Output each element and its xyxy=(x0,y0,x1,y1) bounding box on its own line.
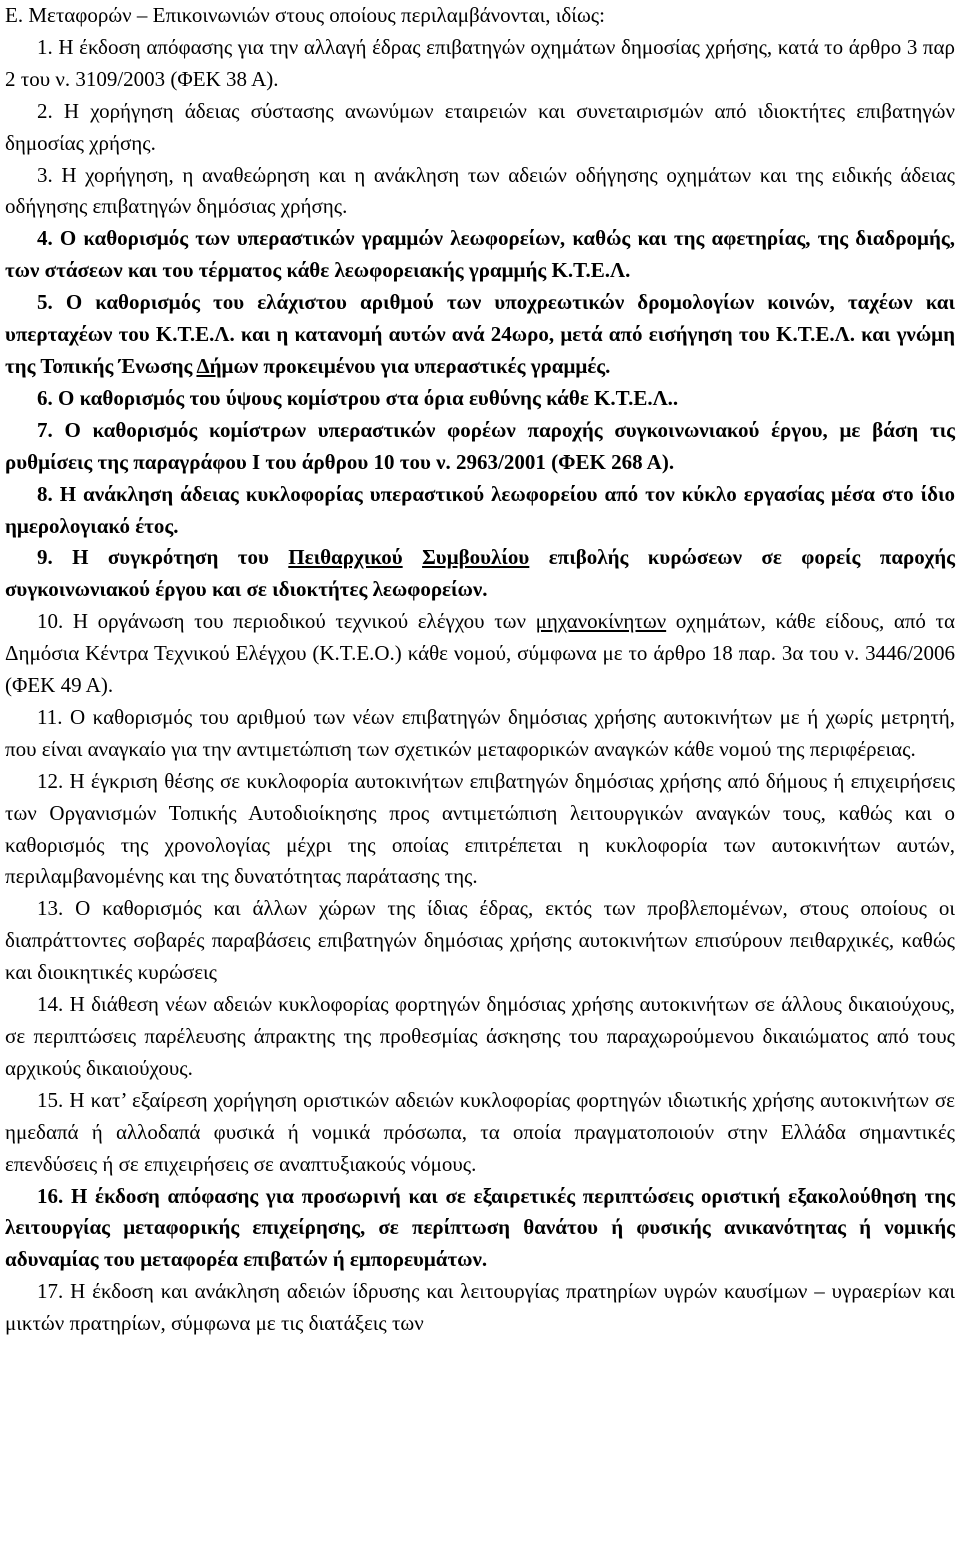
item-text-mid xyxy=(403,545,422,569)
item-text: Ο καθορισμός των υπεραστικών γραμμών λεωφορείων, καθώς και της αφετηρίας, της διαδρομής, των στάσεων και του τέρματος κάθε λεωφορειακής γραμμής Κ.Τ.Ε.Λ. xyxy=(5,226,955,283)
item-text: Η έκδοση και ανάκληση αδειών ίδρυσης και λειτουργίας πρατηρίων υγρών καυσίμων – υγραερίων και μικτών πρατηρίων, σύμφωνα με τις διατάξεις των xyxy=(5,1279,956,1336)
item-number: 5. xyxy=(37,290,53,315)
list-item-5 xyxy=(5,287,955,383)
item-number: 8. xyxy=(37,481,53,506)
item-number: 2. xyxy=(37,98,53,123)
list-item-8 xyxy=(5,479,955,543)
item-number: 11. xyxy=(37,704,63,729)
item-text: Η χορήγηση άδειας σύστασης ανωνύμων εταιρειών και συνεταιρισμών από ιδιοκτήτες επιβατηγών δημοσίας χρήσης. xyxy=(5,98,956,155)
item-number: 12. xyxy=(37,768,64,793)
list-item-1 xyxy=(5,32,955,96)
item-text-pre: Η συγκρότηση του xyxy=(72,545,289,570)
list-item-3 xyxy=(5,160,955,224)
item-text: Η έκδοση απόφασης για προσωρινή και σε εξαιρετικές περιπτώσεις οριστική εξακολούθηση της λειτουργίας μεταφορικής επιχείρησης, σε περίπτωση θανάτου ή φυσικής ανικανότητας ή νομικής αδυναμίας του μεταφορέα επιβατών ή εμπορευμάτων. xyxy=(5,1183,955,1272)
item-text: Η έκδοση απόφασης για την αλλαγή έδρας επιβατηγών οχημάτων δημοσίας χρήσης, κατά το άρθρο 3 παρ 2 του ν. 3109/2003 (ΦΕΚ 38 Α). xyxy=(5,34,956,91)
item-text-underlined: Δή xyxy=(196,353,222,378)
item-text: Ο καθορισμός του αριθμού των νέων επιβατηγών δημόσιας χρήσης αυτοκινήτων με ή χωρίς μετρητή, που είναι αναγκαίο για την αντιμετώπιση των σχετικών μεταφορικών αναγκών κάθε νομού της περιφέρειας. xyxy=(5,704,956,761)
list-item-2 xyxy=(5,96,955,160)
list-item-17 xyxy=(5,1276,955,1340)
item-number: 3. xyxy=(37,162,53,187)
list-item-4 xyxy=(5,223,955,287)
item-text: Η έγκριση θέσης σε κυκλοφορία αυτοκινήτων επιβατηγών δημόσιας χρήσης από δήμους ή επιχειρήσεις των Οργανισμών Τοπικής Αυτοδιοίκησης προς αντιμετώπιση λειτουργικών αναγκών τους, καθώς και ο καθορισμός της χρονολογίας μέχρι της οποίας επιτρέπεται η κυκλοφορία των αυτοκινήτων αυτών, περιλαμβανομένης και της δυνατότητας παράτασης της. xyxy=(5,768,956,889)
list-item-10 xyxy=(5,606,955,702)
item-text: Ο καθορισμός και άλλων χώρων της ίδιας έδρας, εκτός των προβλεπομένων, στους οποίους οι διαπράττοντες σοβαρές παραβάσεις επιβατηγών δημόσιας χρήσης αυτοκινήτων επισύρουν πειθαρχικές, καθώς και διοικητικές κυρώσεις xyxy=(5,896,955,985)
item-number: 14. xyxy=(37,992,64,1017)
item-text-underlined-2: Συμβουλίου xyxy=(422,545,530,570)
item-text: Η κατ’ εξαίρεση χορήγηση οριστικών αδειών κυκλοφορίας φορτηγών ιδιωτικής χρήσης αυτοκινήτων σε ημεδαπά ή αλλοδαπά φυσικά ή νομικά πρόσωπα, τα οποία πραγματοποιούν στην Ελλάδα σημαντικές επενδύσεις ή σε επιχειρήσεις σε αναπτυξιακούς νόμους. xyxy=(5,1087,956,1176)
item-text: Ο καθορισμός του ελάχιστου αριθμού των υποχρεωτικών δρομολογίων κοινών, ταχέων και υπερταχέων του Κ.Τ.Ε.Λ. και η κατανομή αυτών ανά 24ωρο, μετά από εισήγηση του Κ.Τ.Ε.Λ. και γνώμη της Τοπικής Ένωσης xyxy=(5,290,955,378)
list-item-16 xyxy=(5,1181,955,1277)
item-text: Η χορήγηση, η αναθεώρηση και η ανάκληση των αδειών οδήγησης οχημάτων και της ειδικής άδειας οδήγησης επιβατηγών δημόσιας χρήσης. xyxy=(5,162,956,219)
list-item-12 xyxy=(5,766,955,894)
list-item-6 xyxy=(5,383,955,415)
list-item-13 xyxy=(5,893,955,989)
item-number: 10. xyxy=(37,609,64,634)
list-item-11 xyxy=(5,702,955,766)
item-text: Ο καθορισμός κομίστρων υπεραστικών φορέων παροχής συγκοινωνιακού έργου, με βάση τις ρυθμίσεις της παραγράφου Ι του άρθρου 10 του ν. 2963/2001 (ΦΕΚ 268 Α). xyxy=(5,417,956,474)
item-number: 6. xyxy=(37,385,53,410)
item-number: 17. xyxy=(37,1279,64,1304)
item-number: 1. xyxy=(37,34,53,59)
item-number: 9. xyxy=(37,545,53,570)
list-item-7 xyxy=(5,415,955,479)
list-item-14 xyxy=(5,989,955,1085)
item-text: Η ανάκληση άδειας κυκλοφορίας υπεραστικού λεωφορείου από τον κύκλο εργασίας μέσα στο ίδιο ημερολογιακό έτος. xyxy=(5,481,955,538)
item-number: 7. xyxy=(37,417,53,442)
item-text: οχημάτων, κάθε είδους, από τα Δημόσια Κέντρα Τεχνικού Ελέγχου (Κ.Τ.Ε.Ο.) κάθε νομού, σύμφωνα με το άρθρο 18 παρ. 3α του ν. 3446/2006 (ΦΕΚ 49 Α). xyxy=(5,609,955,698)
item-text: Ο καθορισμός του ύψους κομίστρου στα όρια ευθύνης κάθε Κ.Τ.Ε.Λ.. xyxy=(58,385,679,410)
item-text-pre: Η οργάνωση του περιοδικού τεχνικού ελέγχου των xyxy=(72,609,536,634)
list-item-15 xyxy=(5,1085,955,1181)
item-number: 15. xyxy=(37,1087,64,1112)
item-number: 16. xyxy=(37,1183,64,1208)
item-text: επιβολής κυρώσεων σε φορείς παροχής συγκοινωνιακού έργου και σε ιδιοκτήτες λεωφορείων. xyxy=(5,545,956,602)
list-item-9 xyxy=(5,542,955,606)
section-intro: Ε. Μεταφορών – Επικοινωνιών στους οποίους περιλαμβάνονται, ιδίως: xyxy=(5,3,605,27)
item-number: 4. xyxy=(37,226,53,251)
item-text-underlined: μηχανοκίνητων xyxy=(535,609,667,634)
item-text: Η διάθεση νέων αδειών κυκλοφορίας φορτηγών δημόσιας χρήσης αυτοκινήτων σε άλλους δικαιούχους, σε περιπτώσεις παρέλευσης άπρακτης της προθεσμίας άσκησης του παραχωρούμενου δικαιώματος από τους αρχικούς δικαιούχους. xyxy=(5,992,955,1080)
item-number: 13. xyxy=(37,896,64,921)
item-text-tail: μων προκειμένου για υπεραστικές γραμμές. xyxy=(221,353,611,378)
item-text-underlined-1: Πειθαρχικού xyxy=(288,545,403,570)
